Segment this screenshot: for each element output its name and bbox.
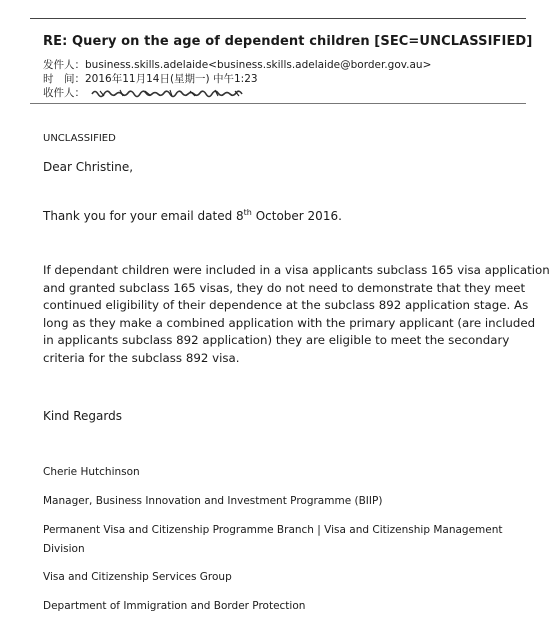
paragraph-line: If dependant children were included in a visa applicants subclass 165 visa application — [43, 263, 550, 277]
classification-label: UNCLASSIFIED — [43, 133, 116, 144]
ordinal-suffix: th — [243, 208, 252, 217]
signature-branch: Permanent Visa and Citizenship Programme Branch | Visa and Citizenship Management — [43, 524, 503, 536]
from-label: 发件人： — [43, 59, 85, 71]
body-paragraph — [43, 262, 550, 368]
to-row — [43, 85, 250, 100]
signature-branch-division: Division — [43, 543, 85, 555]
from-address[interactable]: business.skills.adelaide<business.skills.adelaide@border.gov.au> — [85, 59, 432, 71]
time-label: 时 间： — [43, 73, 85, 85]
greeting: Dear Christine, — [43, 160, 134, 174]
closing: Kind Regards — [43, 409, 122, 423]
paragraph-line: and granted subclass 165 visas, they do not need to demonstrate that they meet — [43, 280, 526, 295]
paragraph-line: in applicants subclass 892 application) they are eligible to meet the secondary — [43, 333, 510, 348]
from-row — [43, 57, 431, 72]
signature-name: Cherie Hutchinson — [43, 466, 140, 478]
thanks-line — [43, 209, 342, 223]
time-value: 2016年11月14日(星期一) 中午1:23 — [85, 73, 258, 85]
signature-department: Department of Immigration and Border Protection — [43, 600, 306, 612]
paragraph-line: long as they make a combined application with the primary applicant (are included — [43, 315, 536, 330]
signature-group: Visa and Citizenship Services Group — [43, 571, 232, 583]
redacted-recipient-scribble — [90, 87, 250, 99]
thanks-prefix: Thank you for your email dated 8 — [43, 209, 244, 223]
to-label: 收件人： — [43, 87, 85, 99]
signature-title: Manager, Business Innovation and Investment Programme (BIIP) — [43, 495, 383, 507]
paragraph-line: continued eligibility of their dependence at the subclass 892 application stage. As — [43, 298, 529, 313]
thanks-suffix: October 2016. — [251, 209, 342, 223]
email-subject: RE: Query on the age of dependent children [SEC=UNCLASSIFIED] — [43, 34, 533, 49]
time-row — [43, 71, 258, 86]
paragraph-line: criteria for the subclass 892 visa. — [43, 350, 240, 365]
